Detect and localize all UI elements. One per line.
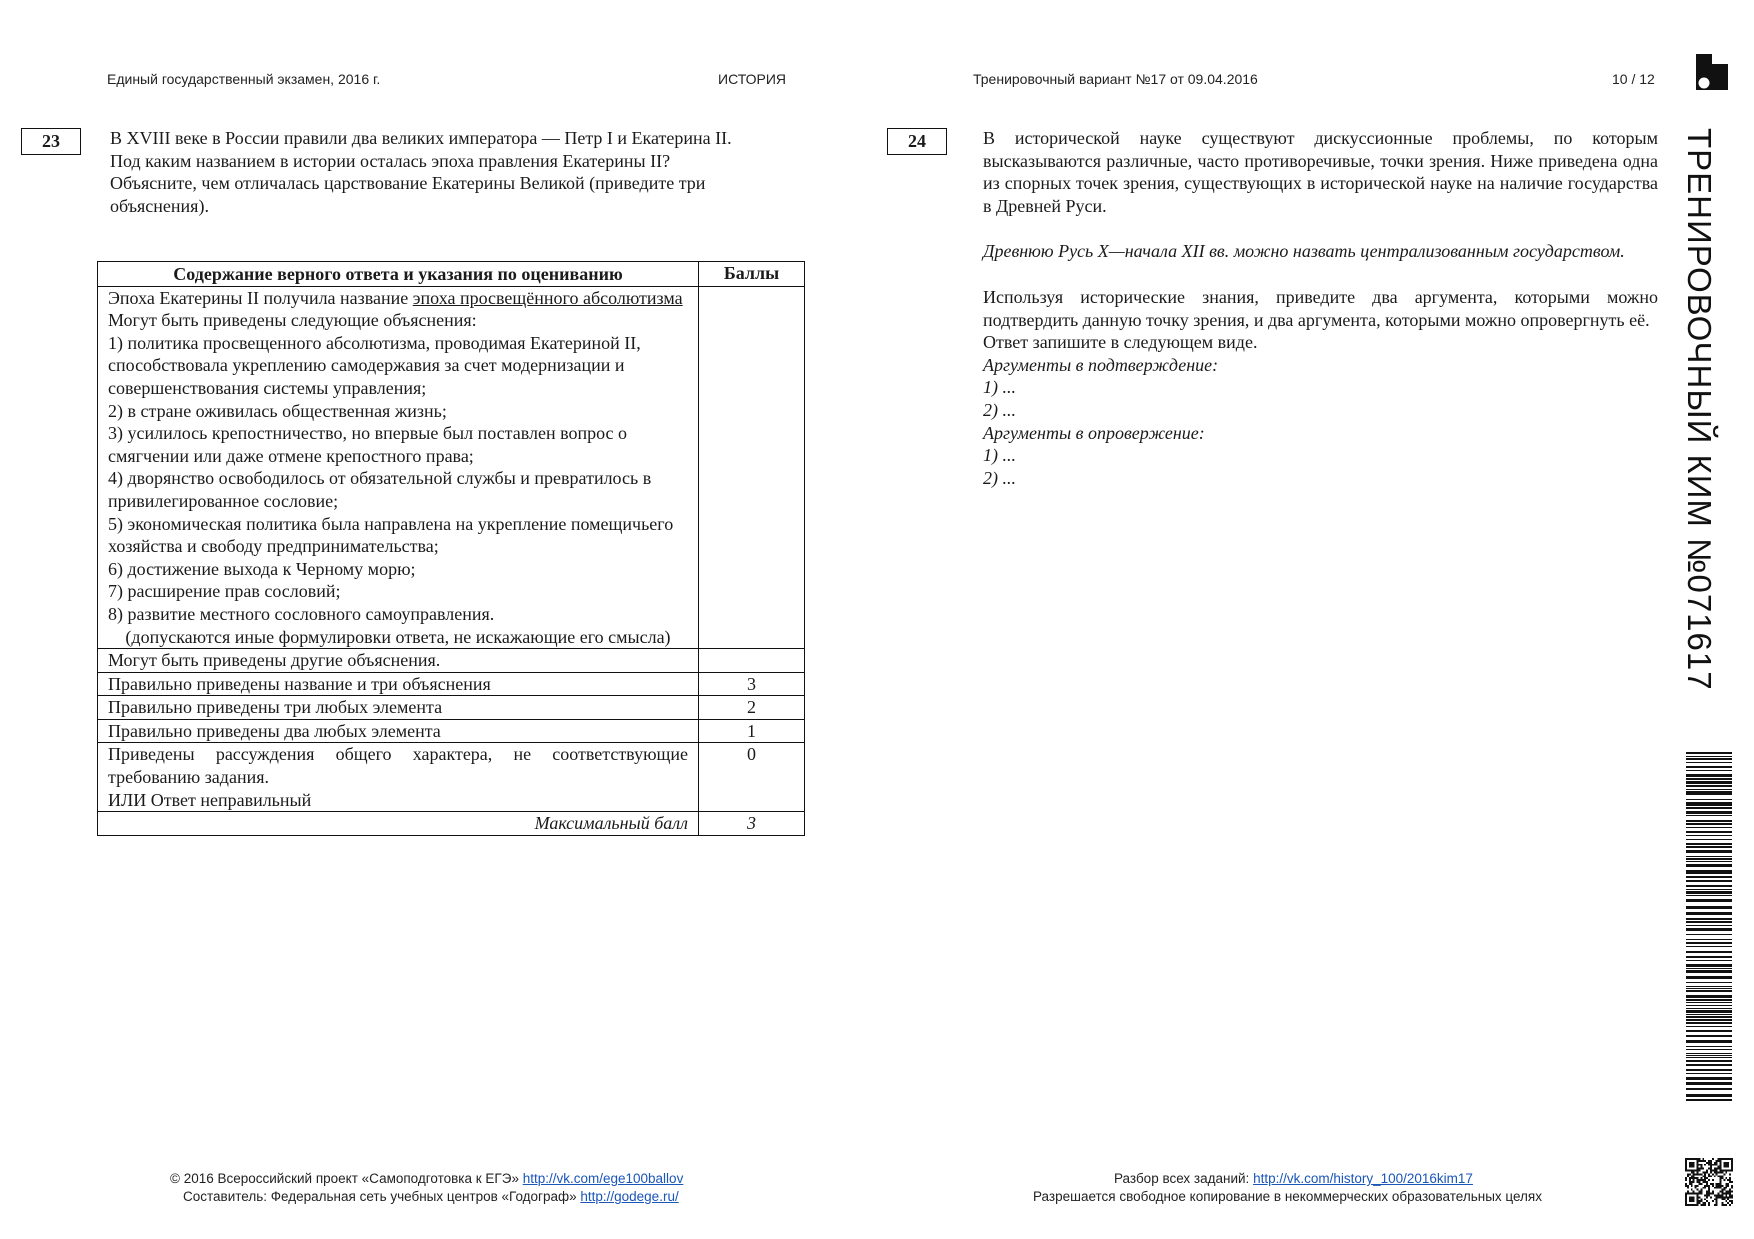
explanation-item: 4) дворянство освободилось от обязательной службы и превратилось в привилегированное сословие;: [108, 468, 652, 511]
max-score-row: [98, 812, 805, 836]
explanation-item: 3) усилилось крепостничество, но впервые был поставлен вопрос о смягчении или даже отмене крепостного права;: [108, 423, 628, 466]
empty-points-cell: [699, 649, 805, 673]
answer-table: [97, 261, 805, 836]
footer-copyright: [170, 1171, 683, 1186]
footer-compiler: [183, 1189, 679, 1204]
answer-content-row: [98, 286, 805, 649]
task-24-number: 24: [887, 128, 947, 155]
answer-era-name: эпоха просвещённого абсолютизма: [412, 287, 683, 308]
task-24-question: [983, 127, 1658, 489]
scoring-criterion: Правильно приведены три любых элемента: [98, 696, 699, 720]
scoring-points: 1: [699, 719, 805, 743]
task-23-number: 23: [21, 128, 81, 155]
scoring-criterion: Правильно приведены название и три объяснения: [98, 672, 699, 696]
footer-compiler-text: Составитель: Федеральная сеть учебных центров «Годограф»: [183, 1189, 581, 1204]
arguments-against-label: Аргументы в опровержение:: [983, 422, 1205, 443]
header-points: Баллы: [699, 262, 805, 287]
header-page-number: 10 / 12: [1612, 71, 1655, 87]
explanation-item: 6) достижение выхода к Черному морю;: [108, 558, 416, 579]
logo-icon: [1696, 54, 1728, 90]
explanation-item: 5) экономическая политика была направлена на укрепление помещичьего хозяйства и свободу предпринимательства;: [108, 513, 674, 557]
scoring-row: [98, 696, 805, 720]
zero-criterion-line2: ИЛИ Ответ неправильный: [108, 789, 312, 810]
explanations-intro: Могут быть приведены следующие объяснения:: [108, 310, 477, 331]
explanation-item: 8) развитие местного сословного самоуправления.: [108, 603, 495, 624]
other-explanations: Могут быть приведены другие объяснения.: [98, 649, 699, 673]
scoring-criterion-zero: [98, 743, 699, 812]
barcode-icon: [1686, 752, 1732, 1104]
footer-analysis-text: Разбор всех заданий:: [1114, 1171, 1254, 1186]
task-24-instruction: Используя исторические знания, приведите два аргумента, которыми можно подтвердить данную точку зрения, и два аргумента, которыми можно опровергнуть её.: [983, 286, 1658, 330]
footer-analysis-link[interactable]: http://vk.com/history_100/2016kim17: [1253, 1171, 1473, 1186]
formulation-note: (допускаются иные формулировки ответа, не искажающие его смысла): [125, 626, 671, 647]
argument-for-item: 2) ...: [983, 399, 1016, 420]
zero-criterion-line1: Приведены рассуждения общего характера, не соответствующие требованию задания.: [108, 744, 688, 788]
explanation-item: 7) расширение прав сословий;: [108, 581, 341, 602]
side-title: ТРЕНИРОВОЧНЫЙ КИМ №071617: [1681, 128, 1718, 691]
other-explanations-row: [98, 649, 805, 673]
explanation-item: 1) политика просвещенного абсолютизма, проводимая Екатериной II, способствовала укреплению самодержавия за счет модернизации и совершенствования системы управления;: [108, 332, 641, 398]
answer-content-cell: [98, 286, 699, 649]
footer-vk-link[interactable]: http://vk.com/ege100ballov: [522, 1171, 684, 1186]
scoring-points: 3: [699, 672, 805, 696]
footer-analysis: [1114, 1171, 1473, 1186]
qr-code-icon: [1685, 1158, 1733, 1206]
argument-against-item: 1) ...: [983, 445, 1016, 466]
scoring-row: [98, 719, 805, 743]
header-content: Содержание верного ответа и указания по оцениванию: [98, 262, 699, 287]
max-score-points: 3: [699, 812, 805, 836]
answer-table-header: [98, 262, 805, 287]
header-variant: Тренировочный вариант №17 от 09.04.2016: [973, 71, 1258, 87]
task-24-intro: В исторической науке существуют дискуссионные проблемы, по которым высказываются различные, часто противоречивые, точки зрения. Ниже приведена одна из спорных точек зрения, существующих в исторической науке на наличие государства в Древней Руси.: [983, 128, 1658, 216]
answer-era-prefix: Эпоха Екатерины II получила название: [108, 287, 413, 308]
task-24-viewpoint: Древнюю Русь X—начала XII вв. можно назвать централизованным государством.: [983, 241, 1625, 262]
header-subject: ИСТОРИЯ: [718, 71, 787, 87]
scoring-row: [98, 672, 805, 696]
argument-for-item: 1) ...: [983, 377, 1016, 398]
task-23-intro-3: Объясните, чем отличалась царствование Екатерины Великой (приведите три объяснения).: [110, 173, 706, 216]
task-23-intro-2: Под каким названием в истории осталась эпоха правления Екатерины II?: [110, 150, 671, 171]
task-23-intro-1: В XVIII веке в России правили два великих императора — Петр I и Екатерина II.: [110, 128, 732, 148]
answer-content-points: [699, 286, 805, 649]
scoring-criterion: Правильно приведены два любых элемента: [98, 719, 699, 743]
scoring-points: 2: [699, 696, 805, 720]
footer-copyright-text: © 2016 Всероссийский проект «Самоподготовка к ЕГЭ»: [170, 1171, 523, 1186]
header-exam-title: Единый государственный экзамен, 2016 г.: [107, 71, 381, 87]
max-score-label: Максимальный балл: [98, 812, 699, 836]
answer-era: [108, 287, 688, 310]
scoring-points-zero: 0: [699, 743, 805, 812]
footer-copy-permission: Разрешается свободное копирование в некоммерческих образовательных целях: [1033, 1189, 1542, 1204]
task-23-question: [110, 127, 790, 217]
scoring-row-zero: [98, 743, 805, 812]
arguments-for-label: Аргументы в подтверждение:: [983, 354, 1219, 375]
explanation-item: 2) в стране оживилась общественная жизнь;: [108, 400, 447, 421]
footer-godege-link[interactable]: http://godege.ru/: [580, 1189, 679, 1204]
task-24-answer-form: Ответ запишите в следующем виде.: [983, 332, 1258, 353]
argument-against-item: 2) ...: [983, 467, 1016, 488]
